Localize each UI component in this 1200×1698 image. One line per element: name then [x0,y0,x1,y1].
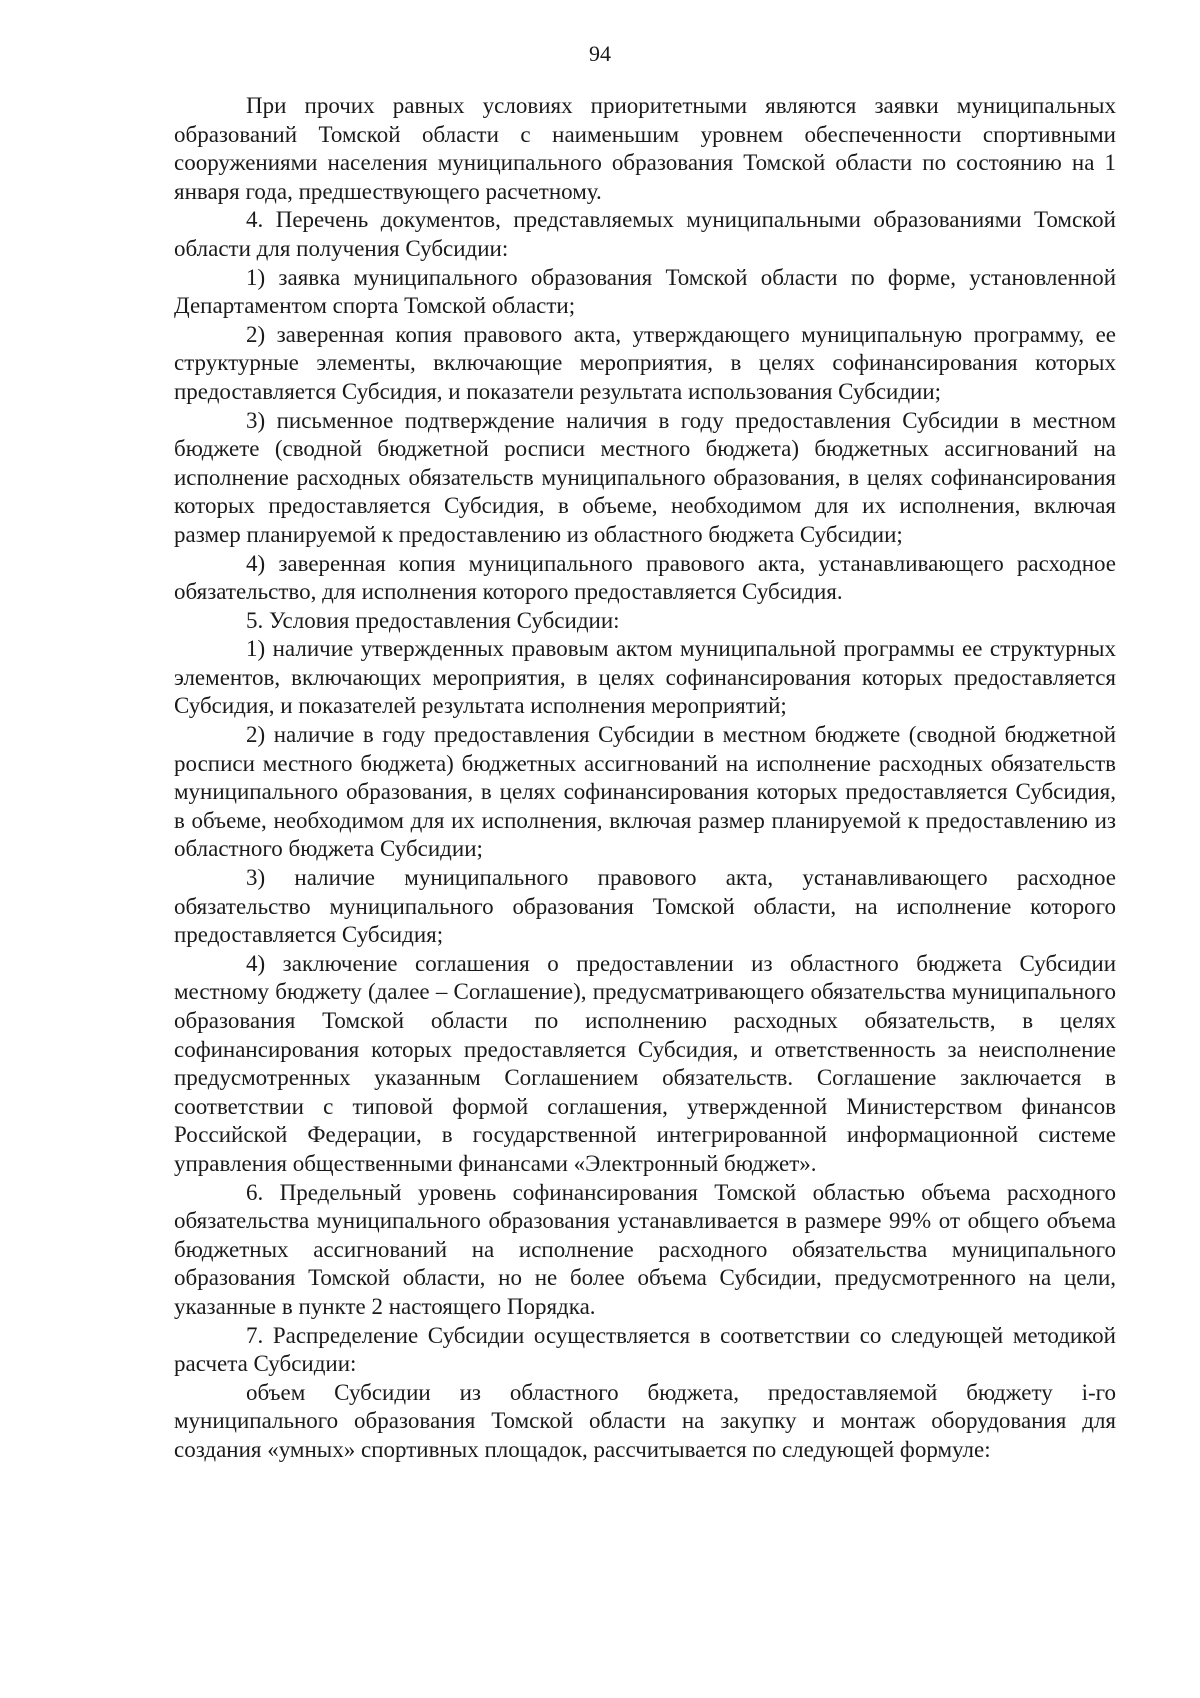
paragraph-distribution-method: 7. Распределение Субсидии осуществляется в соответствии со следующей методикой расчета Субсидии: [174,1322,1116,1377]
paragraph-document-item-1: 1) заявка муниципального образования Томской области по форме, установленной Департаментом спорта Томской области; [174,264,1116,319]
paragraph-document-item-3: 3) письменное подтверждение наличия в году предоставления Субсидии в местном бюджете (сводной бюджетной росписи местного бюджета) бюджетных ассигнований на исполнение расходных обязательств муниципального образования, в целях софинансирования которых предоставляется Субсидия, в объеме, необходимом для их исполнения, включая размер планируемой к предоставлению из областного бюджета Субсидии; [174,407,1116,547]
paragraph-condition-item-3: 3) наличие муниципального правового акта, устанавливающего расходное обязательство муниципального образования Томской области, на исполнение которого предоставляется Субсидия; [174,865,1116,948]
document-body [174,92,1116,1465]
paragraph-document-item-4: 4) заверенная копия муниципального правового акта, устанавливающего расходное обязательство, для исполнения которого предоставляется Субсидия. [174,550,1116,605]
paragraph-documents-list-heading: 4. Перечень документов, представляемых муниципальными образованиями Томской области для получения Субсидии: [174,207,1116,261]
paragraph-formula-intro: объем Субсидии из областного бюджета, предоставляемой бюджету i-го муниципального образования Томской области на закупку и монтаж оборудования для создания «умных» спортивных площадок, рассчитывается по следующей формуле: [174,1379,1116,1462]
paragraph-cofinancing-level: 6. Предельный уровень софинансирования Томской областью объема расходного обязательства муниципального образования устанавливается в размере 99% от общего объема бюджетных ассигнований на исполнение расходного обязательства муниципального образования Томской области, но не более объема Субсидии, предусмотренного на цели, указанные в пункте 2 настоящего Порядка. [174,1179,1116,1319]
page-number: 94 [589,41,611,66]
paragraph-priority-note: При прочих равных условиях приоритетными являются заявки муниципальных образований Томской области с наименьшим уровнем обеспеченности спортивными сооружениями населения муниципального образования Томской области по состоянию на 1 января года, предшествующего расчетному. [174,93,1116,204]
paragraph-document-item-2: 2) заверенная копия правового акта, утверждающего муниципальную программу, ее структурные элементы, включающие мероприятия, в целях софинансирования которых предоставляется Субсидия, и показатели результата использования Субсидии; [174,321,1116,404]
paragraph-condition-item-2: 2) наличие в году предоставления Субсидии в местном бюджете (сводной бюджетной росписи местного бюджета) бюджетных ассигнований на исполнение расходных обязательств муниципального образования, в целях софинансирования которых предоставляется Субсидия, в объеме, необходимом для их исполнения, включая размер планируемой к предоставлению из областного бюджета Субсидии; [174,722,1116,862]
paragraph-condition-item-4: 4) заключение соглашения о предоставлении из областного бюджета Субсидии местному бюджету (далее – Соглашение), предусматривающего обязательства муниципального образования Томской области по исполнению расходных обязательств, в целях софинансирования которых предоставляется Субсидия, и ответственность за неисполнение предусмотренных указанным Соглашением обязательств. Соглашение заключается в соответствии с типовой формой соглашения, утвержденной Министерством финансов Российской Федерации, в государственной интегрированной информационной системе управления общественными финансами «Электронный бюджет». [174,950,1116,1176]
paragraph-condition-item-1: 1) наличие утвержденных правовым актом муниципальной программы ее структурных элементов, включающих мероприятия, в целях софинансирования которых предоставляется Субсидия, и показателей результата исполнения мероприятий; [174,636,1116,719]
paragraph-conditions-heading: 5. Условия предоставления Субсидии: [246,607,620,633]
